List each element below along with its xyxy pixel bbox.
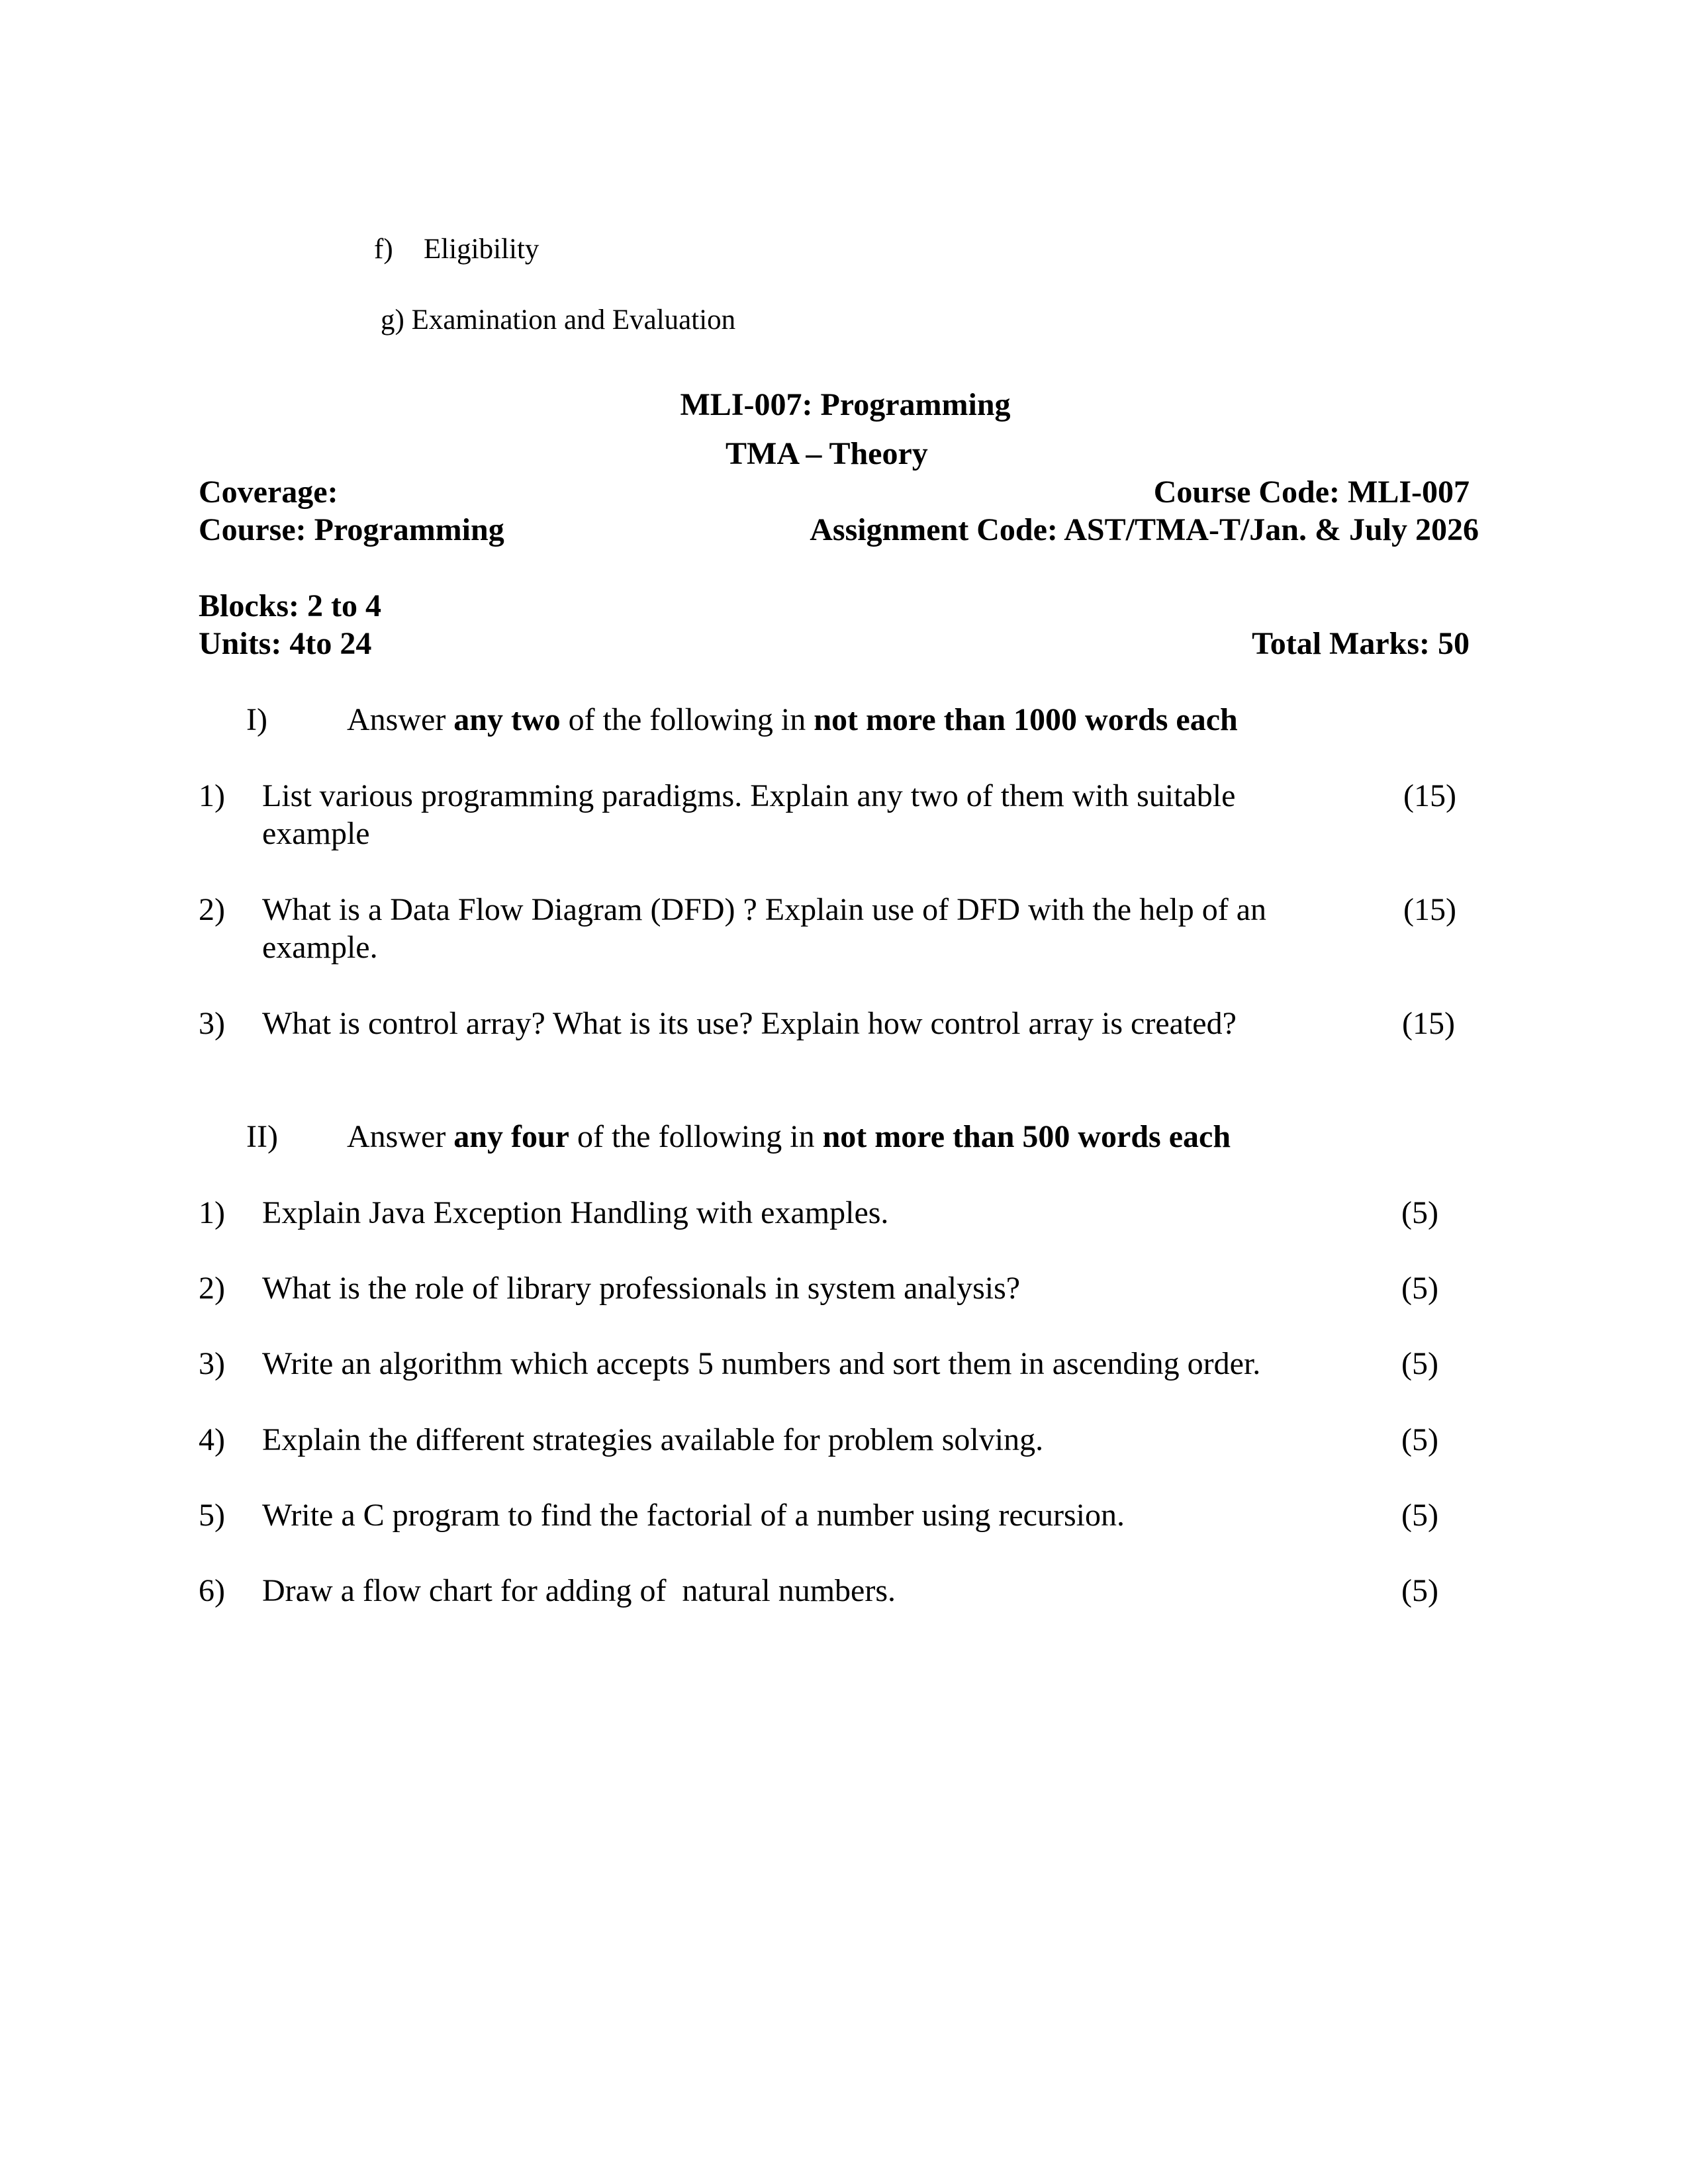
question-text: What is control array? What is its use? Explain how control array is created? [262, 1006, 1237, 1041]
units: Units: 4to 24 [199, 626, 372, 661]
question-marks: (5) [1401, 1422, 1438, 1457]
question-number: 1) [199, 1195, 225, 1230]
list-item-examination [381, 306, 735, 334]
question-number: 6) [199, 1573, 225, 1608]
question-marks: (5) [1401, 1573, 1438, 1608]
question-marks: (5) [1401, 1195, 1438, 1230]
coverage-label: Coverage: [199, 475, 338, 510]
question-text: Explain the different strategies available for problem solving. [262, 1422, 1044, 1457]
section-2-instruction [347, 1121, 1231, 1153]
document-subtitle: TMA – Theory [726, 436, 928, 471]
course-code: Course Code: MLI-007 [1153, 475, 1470, 510]
total-marks: Total Marks: 50 [1252, 626, 1470, 661]
instruction-emphasis: any four [453, 1119, 569, 1154]
assignment-code: Assignment Code: AST/TMA-T/Jan. & July 2026 [810, 512, 1479, 547]
question-marks: (5) [1401, 1498, 1438, 1533]
list-item-examination-text: Examination and Evaluation [411, 304, 736, 336]
question-text: Explain Java Exception Handling with examples. [262, 1195, 889, 1230]
question-number: 2) [199, 892, 225, 927]
instruction-text: Answer [347, 702, 454, 737]
question-number: 3) [199, 1006, 225, 1041]
question-number: 1) [199, 778, 225, 813]
section-1-numeral: I) [246, 702, 267, 737]
question-marks: (5) [1401, 1346, 1438, 1381]
question-number: 4) [199, 1422, 225, 1457]
blocks: Blocks: 2 to 4 [199, 588, 381, 623]
course-name: Course: Programming [199, 512, 504, 547]
question-text-continued: example. [262, 930, 378, 965]
question-text: What is a Data Flow Diagram (DFD) ? Explain use of DFD with the help of an [262, 892, 1266, 927]
question-number: 3) [199, 1346, 225, 1381]
question-text: List various programming paradigms. Explain any two of them with suitable [262, 778, 1236, 813]
question-marks: (5) [1401, 1271, 1438, 1306]
question-number: 2) [199, 1271, 225, 1306]
section-2-numeral: II) [246, 1119, 278, 1154]
instruction-emphasis: any two [453, 702, 561, 737]
question-text: What is the role of library professionals in system analysis? [262, 1271, 1021, 1306]
list-marker-f: f) [374, 234, 393, 265]
instruction-emphasis: not more than 1000 words each [814, 702, 1238, 737]
section-1-instruction [347, 704, 1238, 736]
question-marks: (15) [1403, 778, 1456, 813]
list-item-eligibility: Eligibility [424, 234, 539, 265]
instruction-text: Answer [347, 1119, 454, 1154]
question-text-continued: example [262, 816, 370, 851]
question-number: 5) [199, 1498, 225, 1533]
question-text: Write an algorithm which accepts 5 numbers and sort them in ascending order. [262, 1346, 1261, 1381]
question-text: Write a C program to find the factorial of a number using recursion. [262, 1498, 1125, 1533]
list-marker-g: g) [381, 304, 404, 336]
question-marks: (15) [1403, 892, 1456, 927]
instruction-emphasis: not more than 500 words each [822, 1119, 1231, 1154]
question-marks: (15) [1402, 1006, 1455, 1041]
document-title: MLI-007: Programming [680, 387, 1011, 422]
instruction-text: of the following in [560, 702, 814, 737]
question-text: Draw a flow chart for adding of natural numbers. [262, 1573, 896, 1608]
instruction-text: of the following in [569, 1119, 823, 1154]
